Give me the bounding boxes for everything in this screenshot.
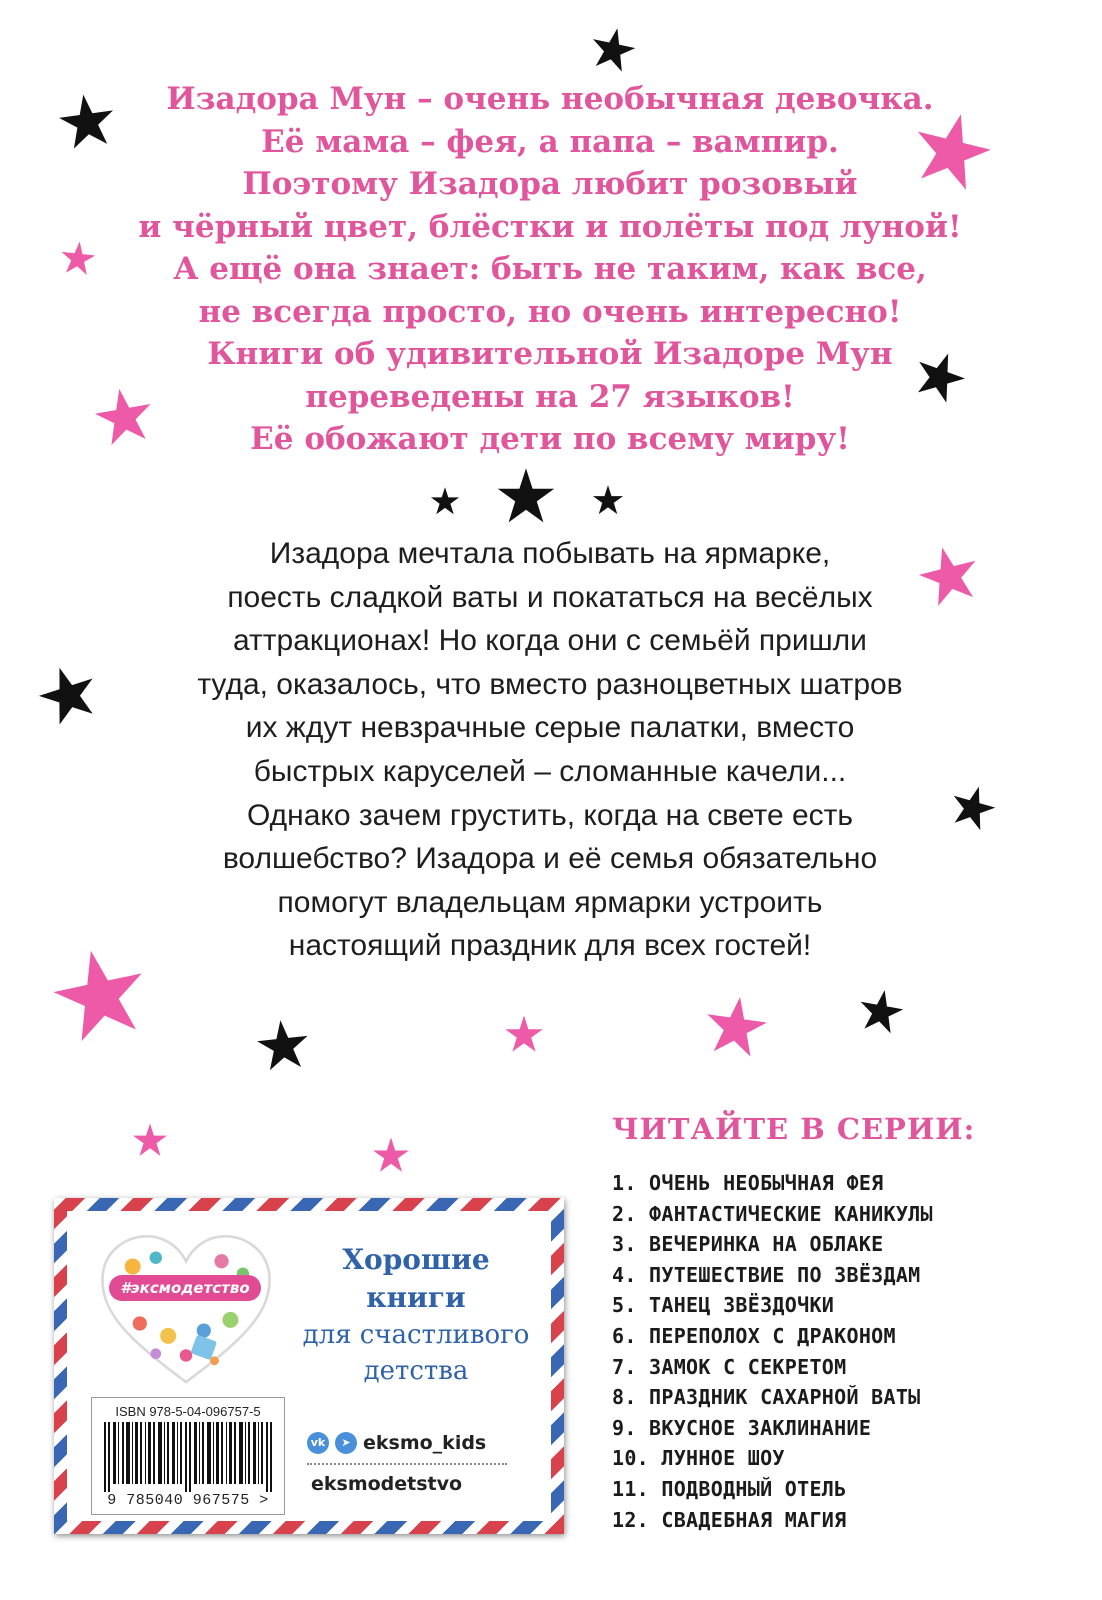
black-star-icon <box>54 88 120 154</box>
story-line: Однако зачем грустить, когда на свете есть <box>246 798 854 832</box>
isbn-barcode-box <box>91 1397 285 1515</box>
barcode-digits: 9 785040 967575 > <box>107 1492 269 1509</box>
black-star-icon <box>586 22 641 77</box>
story-text <box>110 532 990 968</box>
slogan-line: для счастливого <box>302 1320 530 1350</box>
intro-line: переведены на 27 языков! <box>305 378 795 415</box>
pink-star-icon <box>700 990 772 1062</box>
story-line: аттракционах! Но когда они с семьёй пришли <box>233 624 867 658</box>
pink-star-icon <box>43 937 157 1051</box>
intro-line: Её обожают дети по всему миру! <box>250 421 850 457</box>
intro-line: Поэтому Изадора любит розовый <box>242 166 858 202</box>
slogan-line: детства <box>363 1356 469 1386</box>
social-handle: eksmo_kids <box>363 1432 487 1454</box>
black-star-icon <box>854 984 907 1037</box>
series-title: ЧИТАЙТЕ В СЕРИИ: <box>612 1112 976 1146</box>
black-star-icon <box>30 656 106 732</box>
story-line: поесть сладкой ваты и покататься на весёлых <box>227 580 873 614</box>
pink-star-icon <box>372 1136 410 1174</box>
heart-icon <box>97 1231 275 1391</box>
envelope-inner <box>67 1211 551 1521</box>
slogan-line: Хорошие <box>342 1243 490 1276</box>
series-list-item: 12. СВАДЕБНАЯ МАГИЯ <box>612 1507 847 1532</box>
series-list-item: 4. ПУТЕШЕСТВИЕ ПО ЗВЁЗДАМ <box>612 1262 921 1287</box>
story-line: быстрых каруселей – сломанные качели... <box>253 754 847 788</box>
isbn-label: ISBN 978-5-04-096757-5 <box>115 1404 261 1419</box>
pink-star-icon <box>132 1122 168 1158</box>
social-row <box>307 1427 517 1459</box>
story-line: их ждут невзрачные серые палатки, вместо <box>245 711 855 745</box>
barcode-icon <box>104 1422 274 1492</box>
intro-text <box>110 78 990 461</box>
black-star-icon <box>430 486 460 516</box>
intro-line: Книги об удивительной Изадоре Мун <box>207 336 893 372</box>
series-list-item: 1. ОЧЕНЬ НЕОБЫЧНАЯ ФЕЯ <box>612 1171 884 1195</box>
intro-line: Изадора Мун – очень необычная девочка. <box>166 81 934 117</box>
intro-line: не всегда просто, но очень интересно! <box>198 293 902 330</box>
series-list-item: 10. ЛУННОЕ ШОУ <box>612 1446 785 1471</box>
black-star-icon <box>592 484 624 516</box>
pink-star-icon <box>89 381 159 451</box>
social-site: eksmodetstvo <box>311 1473 463 1495</box>
black-star-icon <box>253 1015 312 1074</box>
pink-star-icon <box>58 238 98 278</box>
story-line: туда, оказалось, что вместо разноцветных шатров <box>197 667 903 701</box>
series-list-item: 5. ТАНЕЦ ЗВЁЗДОЧКИ <box>612 1293 835 1318</box>
series-list-item: 3. ВЕЧЕРИНКА НА ОБЛАКЕ <box>612 1232 884 1257</box>
series-list <box>612 1168 933 1535</box>
hashtag-badge: #эксмодетство <box>109 1275 261 1301</box>
series-list-item: 2. ФАНТАСТИЧЕСКИЕ КАНИКУЛЫ <box>612 1201 933 1226</box>
divider <box>307 1463 507 1465</box>
intro-line: и чёрный цвет, блёстки и полёты под луной! <box>138 208 962 245</box>
publisher-envelope <box>54 1198 564 1534</box>
slogan-line: книги <box>366 1281 466 1314</box>
series-list-item: 11. ПОДВОДНЫЙ ОТЕЛЬ <box>612 1476 847 1501</box>
black-star-icon <box>496 466 556 526</box>
story-line: настоящий праздник для всех гостей! <box>288 929 812 963</box>
pink-star-icon <box>504 1014 544 1054</box>
series-list-item: 6. ПЕРЕПОЛОХ С ДРАКОНОМ <box>612 1323 896 1348</box>
social-links <box>307 1427 517 1495</box>
story-line: Изадора мечтала побывать на ярмарке, <box>269 537 831 570</box>
story-line: помогут владельцам ярмарки устроить <box>277 885 823 919</box>
series-list-item: 9. ВКУСНОЕ ЗАКЛИНАНИЕ <box>612 1415 872 1440</box>
vk-icon: vk <box>307 1432 329 1454</box>
telegram-icon: ➤ <box>335 1432 357 1454</box>
series-list-item: 8. ПРАЗДНИК САХАРНОЙ ВАТЫ <box>612 1385 921 1410</box>
intro-line: А ещё она знает: быть не таким, как все, <box>173 251 927 287</box>
publisher-slogan <box>281 1241 551 1389</box>
series-list-item: 7. ЗАМОК С СЕКРЕТОМ <box>612 1354 847 1379</box>
intro-line: Её мама – фея, а папа – вампир. <box>261 123 839 160</box>
story-line: волшебство? Изадора и её семья обязательно <box>222 842 878 876</box>
